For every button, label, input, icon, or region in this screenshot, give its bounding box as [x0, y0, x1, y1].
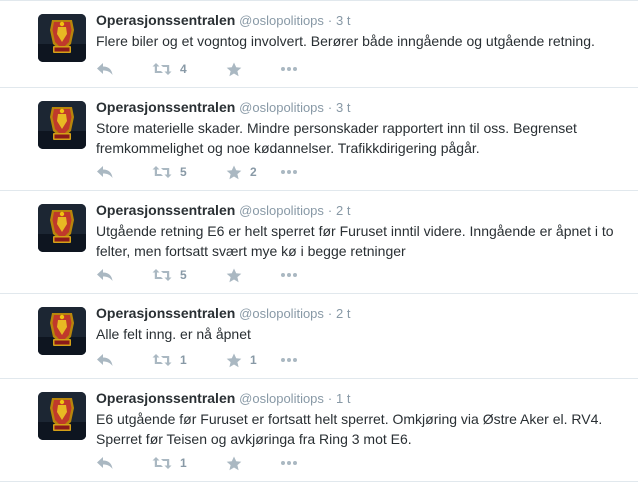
tweet-timestamp[interactable]: 1 t: [336, 391, 351, 406]
police-badge-icon: [38, 14, 86, 62]
account-fullname[interactable]: Operasjonssentralen: [96, 390, 236, 406]
account-username[interactable]: @oslopolitiops: [239, 306, 324, 321]
reply-button[interactable]: [96, 265, 114, 285]
favorite-button[interactable]: [226, 350, 257, 370]
favorite-count: 2: [250, 165, 257, 179]
account-fullname[interactable]: Operasjonssentralen: [96, 202, 236, 218]
retweet-button[interactable]: [152, 59, 187, 79]
retweet-icon: [152, 456, 172, 470]
police-badge-icon: [38, 204, 86, 252]
tweet-timestamp[interactable]: 2 t: [336, 203, 351, 218]
tweet-header: [96, 201, 351, 220]
tweet-item[interactable]: [0, 379, 638, 482]
more-icon: [280, 169, 298, 175]
favorite-count: 1: [250, 353, 257, 367]
account-username[interactable]: @oslopolitiops: [239, 13, 324, 28]
account-username[interactable]: @oslopolitiops: [239, 100, 324, 115]
avatar[interactable]: [38, 101, 86, 149]
retweet-button[interactable]: [152, 453, 187, 473]
tweet-text: Flere biler og et vogntog involvert. Berører både inngående og utgående retning.: [96, 33, 595, 49]
retweet-icon: [152, 165, 172, 179]
separator-dot: ·: [327, 203, 333, 218]
retweet-button[interactable]: [152, 162, 187, 182]
tweet-item[interactable]: [0, 191, 638, 294]
retweet-icon: [152, 62, 172, 76]
account-fullname[interactable]: Operasjonssentralen: [96, 305, 236, 321]
more-icon: [280, 272, 298, 278]
more-button[interactable]: [280, 162, 298, 182]
separator-dot: ·: [327, 13, 333, 28]
tweet-text: Utgående retning E6 er helt sperret før Furuset inntil videre. Inngående er åpnet i to felter, men fortsatt svært mye kø i begge retninger: [96, 223, 614, 259]
account-username[interactable]: @oslopolitiops: [239, 203, 324, 218]
tweet-actions: [96, 453, 396, 473]
more-button[interactable]: [280, 59, 298, 79]
police-badge-icon: [38, 101, 86, 149]
favorite-button[interactable]: [226, 265, 250, 285]
retweet-count: 1: [180, 353, 187, 367]
police-badge-icon: [38, 307, 86, 355]
tweet-text: Alle felt inng. er nå åpnet: [96, 326, 251, 342]
separator-dot: ·: [327, 100, 333, 115]
star-icon: [226, 62, 242, 77]
avatar[interactable]: [38, 14, 86, 62]
reply-button[interactable]: [96, 453, 114, 473]
retweet-button[interactable]: [152, 265, 187, 285]
more-button[interactable]: [280, 350, 298, 370]
avatar[interactable]: [38, 307, 86, 355]
tweet-actions: [96, 162, 396, 182]
favorite-button[interactable]: [226, 59, 250, 79]
tweet-timestamp[interactable]: 3 t: [336, 100, 351, 115]
star-icon: [226, 165, 242, 180]
more-button[interactable]: [280, 265, 298, 285]
more-icon: [280, 460, 298, 466]
star-icon: [226, 353, 242, 368]
retweet-button[interactable]: [152, 350, 187, 370]
tweet-item[interactable]: [0, 294, 638, 379]
tweet-item[interactable]: [0, 1, 638, 88]
star-icon: [226, 268, 242, 283]
avatar[interactable]: [38, 392, 86, 440]
retweet-count: 5: [180, 268, 187, 282]
account-username[interactable]: @oslopolitiops: [239, 391, 324, 406]
police-badge-icon: [38, 392, 86, 440]
favorite-button[interactable]: [226, 453, 250, 473]
tweet-header: [96, 389, 351, 408]
tweet-actions: [96, 59, 396, 79]
avatar[interactable]: [38, 204, 86, 252]
account-fullname[interactable]: Operasjonssentralen: [96, 12, 236, 28]
reply-button[interactable]: [96, 350, 114, 370]
reply-button[interactable]: [96, 59, 114, 79]
more-icon: [280, 66, 298, 72]
reply-icon: [96, 165, 114, 179]
more-icon: [280, 357, 298, 363]
account-fullname[interactable]: Operasjonssentralen: [96, 99, 236, 115]
tweet-text: E6 utgående før Furuset er fortsatt helt sperret. Omkjøring via Østre Aker el. RV4. Sperret før Teisen og avkjøringa fra Ring 3 mot E6.: [96, 411, 603, 447]
retweet-icon: [152, 353, 172, 367]
more-button[interactable]: [280, 453, 298, 473]
tweet-timestamp[interactable]: 3 t: [336, 13, 351, 28]
tweet-text: Store materielle skader. Mindre personskader rapportert inn til oss. Begrenset fremkommelighet og noe kødannelser. Trafikkdirigering pågår.: [96, 120, 577, 156]
reply-icon: [96, 268, 114, 282]
tweet-item[interactable]: [0, 88, 638, 191]
retweet-count: 5: [180, 165, 187, 179]
tweet-actions: [96, 265, 396, 285]
tweet-timestamp[interactable]: 2 t: [336, 306, 351, 321]
favorite-button[interactable]: [226, 162, 257, 182]
retweet-count: 4: [180, 62, 187, 76]
separator-dot: ·: [327, 391, 333, 406]
retweet-icon: [152, 268, 172, 282]
tweet-header: [96, 304, 351, 323]
retweet-count: 1: [180, 456, 187, 470]
reply-icon: [96, 353, 114, 367]
reply-button[interactable]: [96, 162, 114, 182]
tweet-actions: [96, 350, 396, 370]
tweet-header: [96, 98, 351, 117]
star-icon: [226, 456, 242, 471]
reply-icon: [96, 456, 114, 470]
separator-dot: ·: [327, 306, 333, 321]
tweet-header: [96, 11, 351, 30]
reply-icon: [96, 62, 114, 76]
